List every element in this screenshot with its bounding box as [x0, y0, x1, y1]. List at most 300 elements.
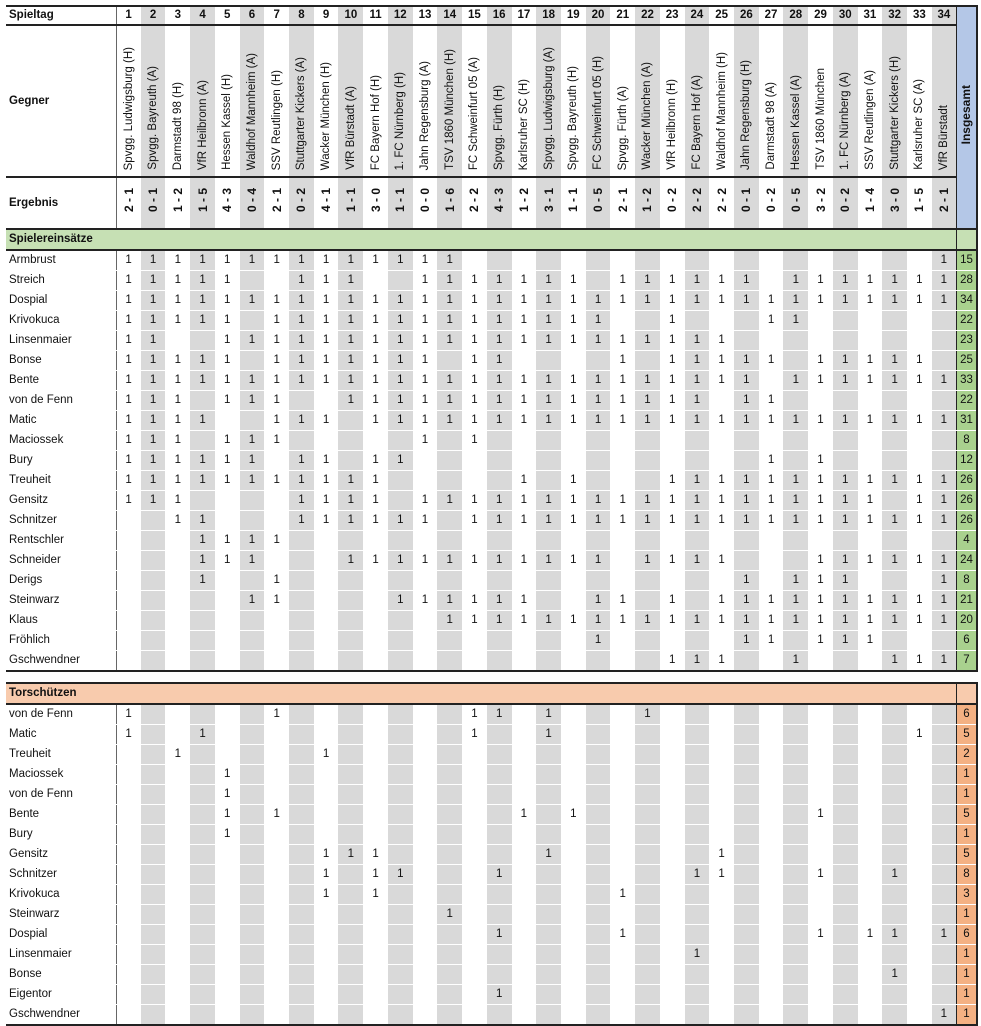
match-cell: [808, 905, 833, 925]
player-total: 25: [956, 351, 977, 371]
match-cell: [289, 571, 314, 591]
match-cell: 1: [759, 391, 784, 411]
match-cell: 1: [808, 471, 833, 491]
match-cell: 1: [512, 311, 537, 331]
match-cell: 1: [437, 391, 462, 411]
match-result: 3 - 1: [541, 187, 556, 212]
player-total: 24: [956, 551, 977, 571]
match-cell: [635, 571, 660, 591]
match-cell: 1: [808, 491, 833, 511]
match-cell: [610, 945, 635, 965]
match-cell: [660, 985, 685, 1005]
match-cell: [610, 845, 635, 865]
match-cell: 1: [907, 351, 932, 371]
match-cell: 1: [413, 351, 438, 371]
match-cell: [586, 765, 611, 785]
opponent-cell: [536, 25, 561, 177]
match-cell: [215, 965, 240, 985]
match-cell: 1: [437, 311, 462, 331]
matchday-number: 33: [907, 6, 932, 25]
match-cell: 1: [215, 250, 240, 271]
match-cell: [858, 865, 883, 885]
match-cell: [882, 885, 907, 905]
match-cell: 1: [709, 611, 734, 631]
match-cell: [413, 945, 438, 965]
match-cell: 1: [116, 331, 141, 351]
player-total: 3: [956, 885, 977, 905]
match-cell: [165, 651, 190, 672]
match-cell: [413, 825, 438, 845]
match-cell: [388, 765, 413, 785]
match-cell: [685, 431, 710, 451]
match-cell: 1: [783, 291, 808, 311]
opponent-name: 1. FC Nürnberg (A): [839, 72, 852, 170]
match-cell: 1: [487, 985, 512, 1005]
match-cell: [709, 745, 734, 765]
match-cell: 1: [734, 571, 759, 591]
matchday-number: 18: [536, 6, 561, 25]
match-cell: 1: [338, 371, 363, 391]
table-row: [6, 311, 977, 331]
match-result: 1 - 1: [393, 187, 408, 212]
match-cell: 1: [808, 551, 833, 571]
match-cell: [586, 271, 611, 291]
match-cell: 1: [660, 611, 685, 631]
match-cell: 1: [783, 491, 808, 511]
match-result: 0 - 2: [665, 187, 680, 212]
match-cell: 1: [289, 311, 314, 331]
match-cell: 1: [709, 845, 734, 865]
match-cell: [338, 1005, 363, 1026]
match-cell: [783, 885, 808, 905]
match-cell: 1: [487, 704, 512, 725]
match-cell: [635, 651, 660, 672]
match-cell: [635, 471, 660, 491]
opponent-name: Hessen Kassel (H): [221, 74, 234, 170]
match-cell: 1: [808, 591, 833, 611]
match-cell: 1: [685, 945, 710, 965]
match-cell: [363, 805, 388, 825]
match-cell: [907, 431, 932, 451]
match-cell: [141, 591, 166, 611]
match-cell: [561, 725, 586, 745]
match-cell: 1: [388, 371, 413, 391]
match-cell: 1: [363, 885, 388, 905]
match-cell: [141, 1005, 166, 1026]
match-cell: [314, 925, 339, 945]
match-cell: [289, 905, 314, 925]
match-cell: 1: [487, 411, 512, 431]
match-cell: [907, 925, 932, 945]
match-cell: 1: [685, 551, 710, 571]
match-cell: [240, 845, 265, 865]
match-cell: [932, 531, 957, 551]
table-row: [6, 531, 977, 551]
match-cell: 1: [487, 351, 512, 371]
table-row: [6, 651, 977, 672]
opponent-cell: [610, 25, 635, 177]
match-cell: 1: [289, 351, 314, 371]
match-cell: [536, 571, 561, 591]
matchday-number: 13: [413, 6, 438, 25]
match-cell: [932, 885, 957, 905]
match-cell: 1: [783, 651, 808, 672]
match-cell: 1: [413, 391, 438, 411]
match-cell: [907, 945, 932, 965]
matchday-number: 6: [240, 6, 265, 25]
match-cell: [734, 331, 759, 351]
match-cell: 1: [833, 351, 858, 371]
match-cell: [858, 391, 883, 411]
match-cell: [338, 985, 363, 1005]
match-result: 0 - 2: [838, 187, 853, 212]
table-row: [6, 391, 977, 411]
player-total: 7: [956, 651, 977, 672]
opponent-cell: [314, 25, 339, 177]
match-cell: [907, 571, 932, 591]
match-cell: [561, 571, 586, 591]
match-cell: [561, 765, 586, 785]
player-total: 1: [956, 1005, 977, 1026]
match-cell: [907, 531, 932, 551]
match-cell: [437, 571, 462, 591]
player-name: Krivokuca: [6, 311, 116, 331]
match-cell: [685, 825, 710, 845]
match-cell: [314, 611, 339, 631]
match-cell: 1: [215, 271, 240, 291]
match-cell: 1: [586, 391, 611, 411]
match-cell: [141, 704, 166, 725]
table-row: [6, 945, 977, 965]
match-cell: 1: [882, 551, 907, 571]
match-cell: 1: [190, 271, 215, 291]
match-cell: [734, 965, 759, 985]
match-cell: [190, 765, 215, 785]
match-cell: 1: [833, 291, 858, 311]
match-cell: 1: [685, 491, 710, 511]
match-cell: 1: [932, 291, 957, 311]
match-cell: [660, 905, 685, 925]
match-cell: 1: [264, 704, 289, 725]
match-cell: [363, 651, 388, 672]
match-cell: [734, 905, 759, 925]
match-cell: [437, 845, 462, 865]
player-total: 1: [956, 825, 977, 845]
match-cell: [833, 865, 858, 885]
match-cell: 1: [610, 411, 635, 431]
match-cell: [314, 704, 339, 725]
match-cell: 1: [783, 311, 808, 331]
match-cell: [413, 631, 438, 651]
match-cell: 1: [240, 591, 265, 611]
match-cell: 1: [635, 331, 660, 351]
opponent-cell: [635, 25, 660, 177]
match-cell: [413, 785, 438, 805]
match-cell: [240, 351, 265, 371]
match-cell: [165, 785, 190, 805]
section-spacer: [6, 671, 977, 683]
matchday-number: 12: [388, 6, 413, 25]
match-cell: 1: [215, 765, 240, 785]
match-cell: [685, 765, 710, 785]
matchday-number: 26: [734, 6, 759, 25]
match-cell: [116, 551, 141, 571]
matchday-number: 1: [116, 6, 141, 25]
match-cell: [635, 351, 660, 371]
match-cell: [734, 785, 759, 805]
opponent-name: Waldhof Mannheim (H): [715, 52, 728, 170]
match-cell: 1: [363, 331, 388, 351]
match-cell: [833, 805, 858, 825]
match-cell: 1: [907, 591, 932, 611]
match-cell: [289, 611, 314, 631]
player-name: Gschwendner: [6, 651, 116, 672]
player-name: Steinwarz: [6, 905, 116, 925]
result-cell: [141, 177, 166, 229]
match-cell: [437, 431, 462, 451]
match-cell: 1: [858, 371, 883, 391]
match-cell: 1: [141, 331, 166, 351]
match-cell: [240, 885, 265, 905]
match-cell: [240, 571, 265, 591]
match-cell: [783, 631, 808, 651]
match-cell: 1: [610, 925, 635, 945]
match-cell: [685, 571, 710, 591]
match-cell: 1: [759, 591, 784, 611]
match-cell: 1: [413, 591, 438, 611]
match-cell: [264, 725, 289, 745]
match-cell: [141, 611, 166, 631]
match-cell: [635, 905, 660, 925]
matchday-number: 10: [338, 6, 363, 25]
match-cell: [610, 471, 635, 491]
player-name: Linsenmaier: [6, 331, 116, 351]
player-name: Fröhlich: [6, 631, 116, 651]
match-cell: [116, 965, 141, 985]
match-cell: [635, 591, 660, 611]
match-cell: 1: [363, 511, 388, 531]
match-cell: 1: [536, 611, 561, 631]
match-cell: 1: [141, 391, 166, 411]
match-cell: [734, 765, 759, 785]
match-cell: 1: [709, 371, 734, 391]
player-total: 1: [956, 765, 977, 785]
match-cell: 1: [882, 651, 907, 672]
match-cell: [363, 431, 388, 451]
match-result: 0 - 5: [788, 187, 803, 212]
match-cell: [240, 411, 265, 431]
match-cell: 1: [660, 491, 685, 511]
match-cell: 1: [141, 451, 166, 471]
match-cell: 1: [215, 331, 240, 351]
match-cell: [709, 885, 734, 905]
match-cell: [833, 651, 858, 672]
match-cell: [215, 985, 240, 1005]
match-cell: [487, 765, 512, 785]
match-cell: [709, 704, 734, 725]
match-result: 2 - 2: [467, 187, 482, 212]
match-cell: 1: [808, 571, 833, 591]
match-cell: [338, 905, 363, 925]
match-cell: [314, 785, 339, 805]
match-cell: [858, 1005, 883, 1026]
match-cell: [635, 985, 660, 1005]
match-cell: [833, 885, 858, 905]
match-cell: [586, 351, 611, 371]
table-row: [6, 611, 977, 631]
match-cell: [116, 885, 141, 905]
match-cell: 1: [165, 351, 190, 371]
player-total: 1: [956, 785, 977, 805]
match-cell: [759, 825, 784, 845]
match-cell: 1: [437, 905, 462, 925]
match-cell: [190, 391, 215, 411]
opponent-name: Jahn Regensburg (H): [740, 60, 753, 170]
match-cell: 1: [932, 925, 957, 945]
match-cell: [363, 704, 388, 725]
match-cell: [264, 865, 289, 885]
match-cell: 1: [165, 745, 190, 765]
match-cell: 1: [240, 391, 265, 411]
match-cell: [141, 945, 166, 965]
match-result: 3 - 0: [368, 187, 383, 212]
player-name: von de Fenn: [6, 391, 116, 411]
match-cell: [635, 1005, 660, 1026]
match-cell: [289, 925, 314, 945]
match-cell: [808, 985, 833, 1005]
match-cell: 1: [289, 250, 314, 271]
match-cell: 1: [289, 371, 314, 391]
matchday-number: 8: [289, 6, 314, 25]
match-cell: 1: [635, 411, 660, 431]
match-cell: [561, 985, 586, 1005]
match-cell: [437, 725, 462, 745]
player-total: 4: [956, 531, 977, 551]
match-cell: 1: [734, 631, 759, 651]
matchday-number: 16: [487, 6, 512, 25]
match-cell: [141, 805, 166, 825]
opponent-name: Waldhof Mannheim (A): [245, 52, 258, 170]
match-cell: 1: [586, 631, 611, 651]
match-cell: [882, 704, 907, 725]
match-cell: 1: [709, 271, 734, 291]
match-cell: [437, 745, 462, 765]
match-cell: [932, 945, 957, 965]
match-cell: 1: [240, 471, 265, 491]
match-cell: 1: [462, 725, 487, 745]
matchday-number: 9: [314, 6, 339, 25]
match-cell: 1: [338, 351, 363, 371]
match-cell: [536, 885, 561, 905]
match-cell: 1: [808, 865, 833, 885]
match-cell: [808, 1005, 833, 1026]
match-cell: [165, 1005, 190, 1026]
result-cell: [190, 177, 215, 229]
match-cell: 1: [685, 651, 710, 672]
matchday-number: 5: [215, 6, 240, 25]
table-row: [6, 885, 977, 905]
match-cell: [190, 945, 215, 965]
match-cell: [388, 745, 413, 765]
match-cell: [215, 925, 240, 945]
match-cell: [165, 945, 190, 965]
match-cell: [709, 571, 734, 591]
match-cell: [635, 885, 660, 905]
opponent-cell: [685, 25, 710, 177]
match-cell: [116, 511, 141, 531]
match-cell: [165, 704, 190, 725]
opponent-cell: [116, 25, 141, 177]
match-cell: 1: [338, 250, 363, 271]
match-cell: 1: [116, 250, 141, 271]
match-cell: [165, 865, 190, 885]
match-cell: 1: [685, 471, 710, 491]
match-cell: [512, 631, 537, 651]
match-cell: [264, 845, 289, 865]
opponent-cell: [264, 25, 289, 177]
match-cell: 1: [289, 511, 314, 531]
result-cell: [487, 177, 512, 229]
opponent-name: Spvgg. Bayreuth (A): [147, 66, 160, 170]
match-cell: [512, 1005, 537, 1026]
matchday-number: 11: [363, 6, 388, 25]
player-total: 6: [956, 631, 977, 651]
match-cell: [907, 765, 932, 785]
match-cell: 1: [338, 291, 363, 311]
match-cell: [437, 765, 462, 785]
match-cell: [759, 905, 784, 925]
match-cell: 1: [635, 291, 660, 311]
match-cell: 1: [314, 451, 339, 471]
match-cell: [437, 471, 462, 491]
match-cell: 1: [338, 845, 363, 865]
match-cell: [190, 631, 215, 651]
match-cell: [141, 631, 166, 651]
match-cell: 1: [734, 391, 759, 411]
match-cell: 1: [858, 411, 883, 431]
match-cell: [314, 985, 339, 1005]
match-cell: [783, 905, 808, 925]
match-cell: [586, 885, 611, 905]
opponent-name: FC Bayern Hof (A): [690, 75, 703, 170]
match-cell: [264, 925, 289, 945]
match-cell: 1: [413, 491, 438, 511]
result-cell: [363, 177, 388, 229]
match-cell: [685, 885, 710, 905]
match-cell: [240, 765, 265, 785]
match-cell: 1: [413, 271, 438, 291]
match-cell: 1: [116, 431, 141, 451]
match-cell: [487, 905, 512, 925]
match-cell: 1: [808, 271, 833, 291]
match-cell: [759, 885, 784, 905]
result-cell: [264, 177, 289, 229]
match-cell: 1: [858, 591, 883, 611]
result-cell: [610, 177, 635, 229]
match-result: 1 - 2: [516, 187, 531, 212]
result-cell: [586, 177, 611, 229]
match-cell: [314, 965, 339, 985]
result-cell: [907, 177, 932, 229]
match-cell: 1: [907, 491, 932, 511]
match-cell: [462, 945, 487, 965]
match-result: 1 - 5: [912, 187, 927, 212]
match-cell: [141, 785, 166, 805]
match-cell: [413, 651, 438, 672]
match-cell: 1: [808, 371, 833, 391]
match-cell: [858, 531, 883, 551]
match-cell: [165, 885, 190, 905]
